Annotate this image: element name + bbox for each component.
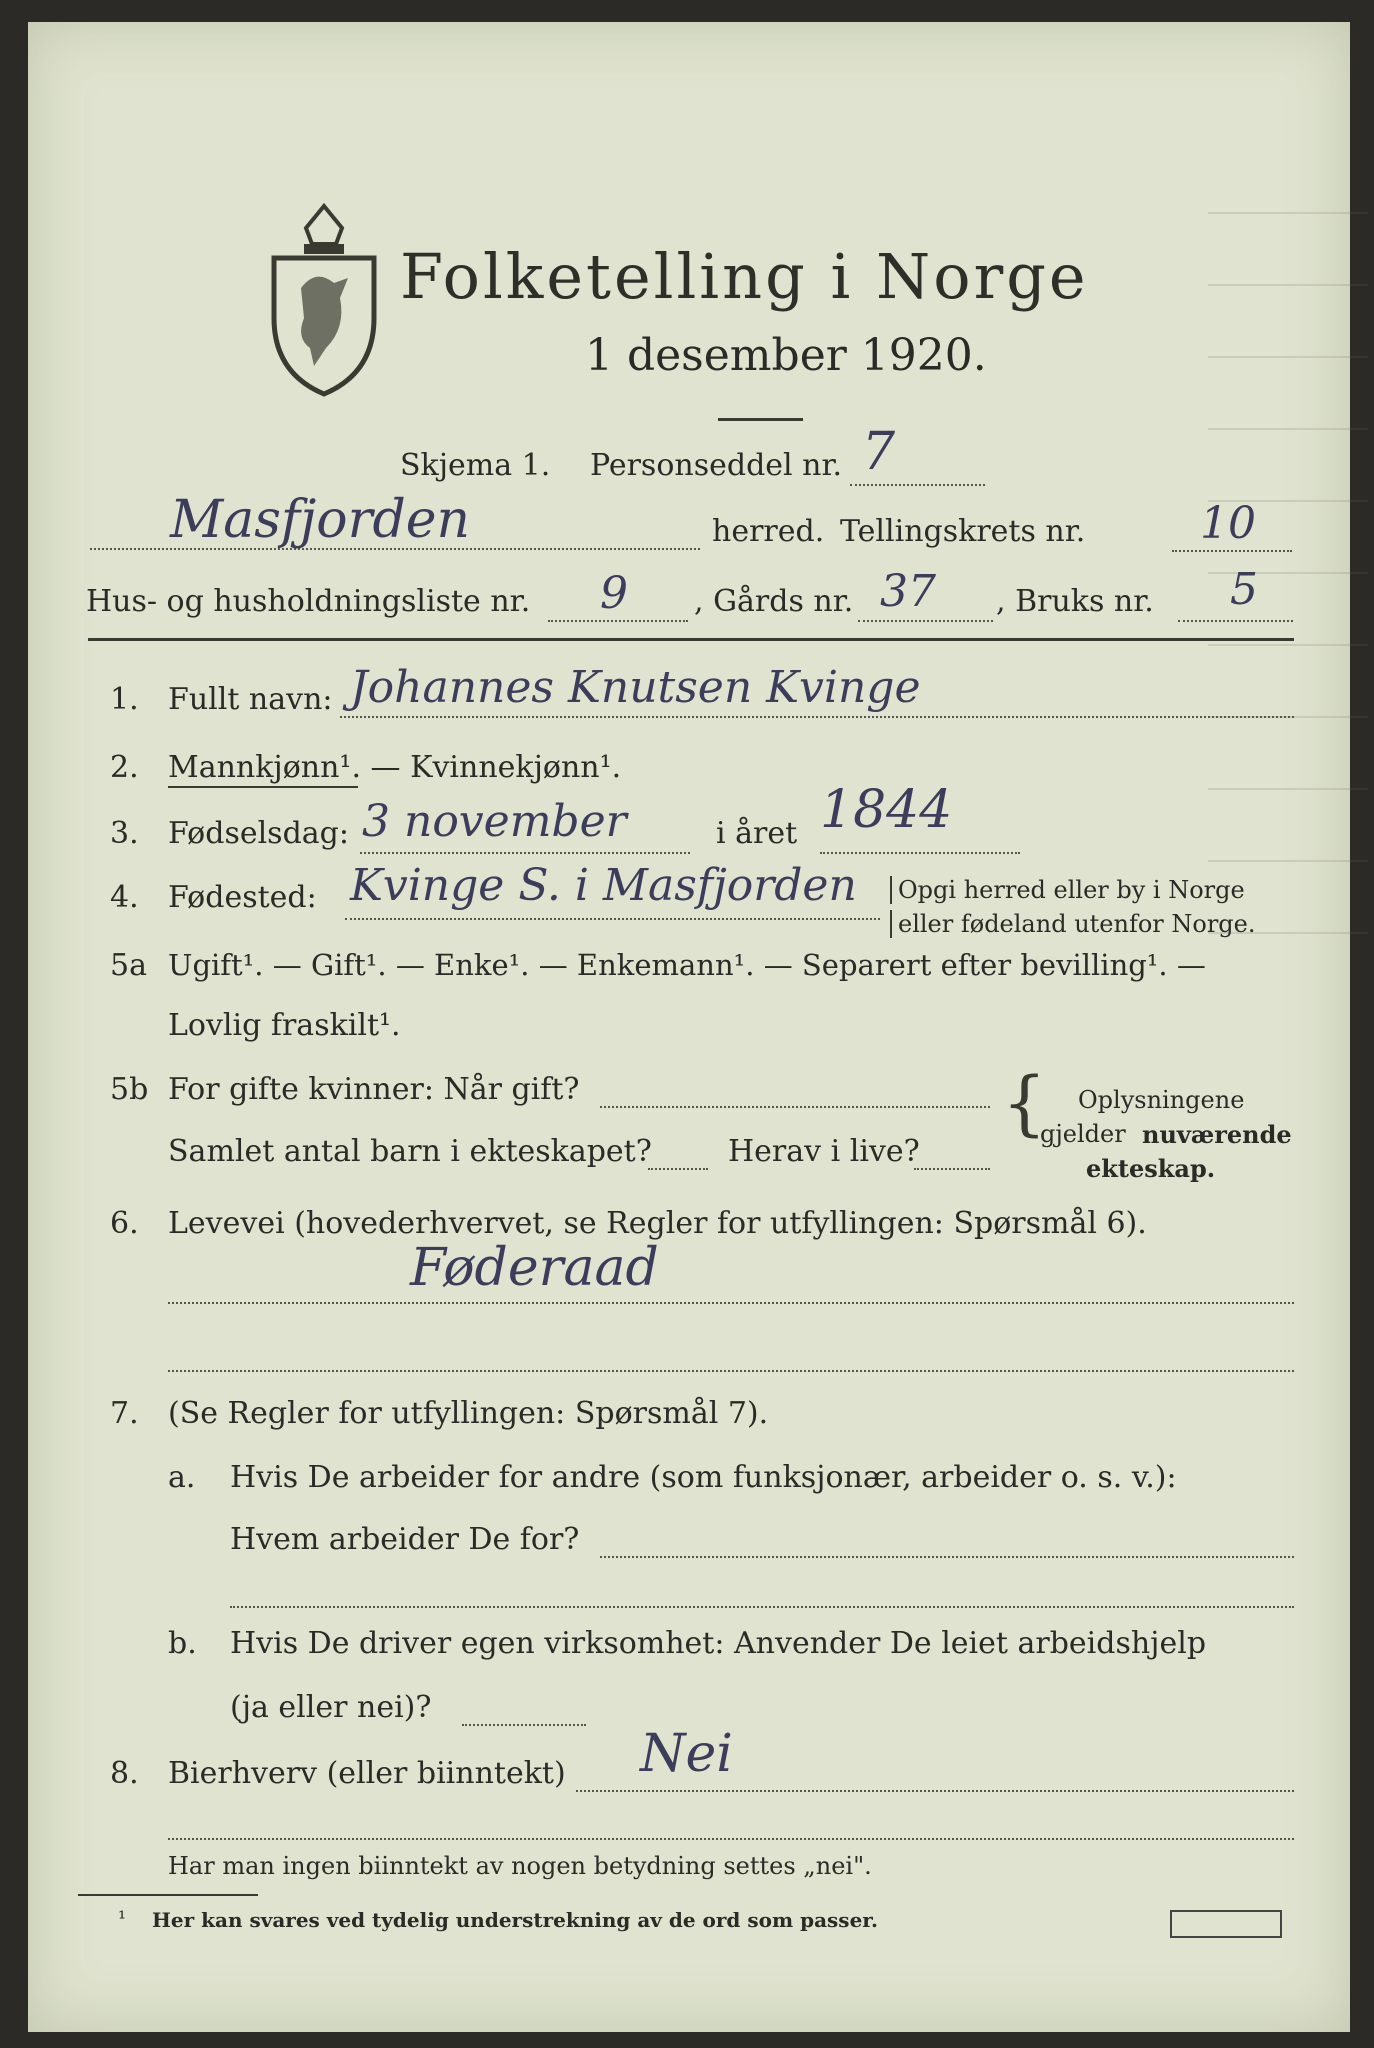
brace-glyph: { — [1002, 1062, 1047, 1144]
tellingskrets-line — [1172, 550, 1292, 552]
q7a-question: Hvis De arbeider for andre (som funksjonær, arbeider o. s. v.): — [230, 1460, 1177, 1495]
q7b-question: Hvis De driver egen virksomhet: Anvender De leiet arbeidshjelp — [230, 1626, 1207, 1661]
q4-label: Fødested: — [168, 880, 317, 915]
q7b-letter: b. — [168, 1626, 197, 1661]
hired-help-line — [462, 1724, 586, 1726]
q1-number: 1. — [110, 682, 139, 717]
footnote-text: Her kan svares ved tydelig understrekning av de ord som passer. — [152, 1908, 878, 1932]
hus-label: Hus- og husholdningsliste nr. — [86, 584, 531, 619]
children-line — [648, 1168, 708, 1170]
gender-options: Mannkjønn¹. — Kvinnekjønn¹. — [168, 750, 622, 785]
q7-label: (Se Regler for utfyllingen: Spørsmål 7). — [168, 1396, 769, 1431]
q7a-letter: a. — [168, 1460, 196, 1495]
birthday-line — [360, 852, 690, 854]
birthplace-line — [345, 918, 880, 920]
bruks-label: , Bruks nr. — [996, 584, 1154, 619]
employer-line-2 — [230, 1606, 1294, 1608]
marriage-note-2b: nuværende — [1142, 1120, 1292, 1149]
side-income-label: Bierhverv (eller biinntekt) — [168, 1756, 566, 1791]
year-line — [820, 852, 1020, 854]
year-label: i året — [716, 816, 798, 851]
occupation-value[interactable]: Føderaad — [410, 1238, 659, 1298]
q8-number: 8. — [110, 1756, 139, 1791]
q5b-number: 5b — [110, 1072, 149, 1107]
herred-value[interactable]: Masfjorden — [170, 490, 471, 550]
birthplace-note-2: eller fødeland utenfor Norge. — [890, 910, 1256, 938]
side-income-value[interactable]: Nei — [640, 1724, 733, 1784]
hired-help-label: (ja eller nei)? — [230, 1690, 432, 1725]
employer-label: Hvem arbeider De for? — [230, 1522, 580, 1557]
form-date: 1 desember 1920. — [585, 330, 987, 381]
occupation-line-1 — [168, 1302, 1294, 1304]
q6-number: 6. — [110, 1206, 139, 1241]
birthplace-note-1: Opgi herred eller by i Norge — [890, 876, 1245, 904]
q3-label: Fødselsdag: — [168, 816, 349, 851]
gards-label: , Gårds nr. — [694, 584, 854, 619]
q4-number: 4. — [110, 880, 139, 915]
tellingskrets-value[interactable]: 10 — [1200, 498, 1256, 549]
side-income-line-1 — [576, 1790, 1294, 1792]
when-married-label: For gifte kvinner: Når gift? — [168, 1072, 580, 1107]
marital-status-options-2: Lovlig fraskilt¹. — [168, 1008, 401, 1043]
form-title: Folketelling i Norge — [400, 240, 1089, 313]
birthplace-value[interactable]: Kvinge S. i Masfjorden — [350, 860, 857, 911]
title-divider — [718, 418, 803, 421]
marriage-note-2a: gjelder — [1040, 1120, 1126, 1148]
header-divider — [88, 638, 1294, 641]
skjema-label: Skjema 1. — [400, 448, 551, 483]
hus-value[interactable]: 9 — [600, 568, 628, 619]
when-married-line — [600, 1106, 990, 1108]
footnote-divider — [78, 1894, 258, 1896]
q7-number: 7. — [110, 1396, 139, 1431]
footnote-mark: ¹ — [118, 1906, 127, 1930]
printer-stamp — [1170, 1910, 1282, 1938]
q5a-number: 5a — [110, 948, 147, 983]
hus-line — [548, 620, 688, 622]
occupation-line-2 — [168, 1370, 1294, 1372]
birth-year-value[interactable]: 1844 — [820, 780, 953, 840]
birthday-value[interactable]: 3 november — [362, 796, 627, 847]
q3-number: 3. — [110, 816, 139, 851]
personseddel-line — [850, 484, 985, 486]
gender-underline — [168, 786, 358, 788]
marriage-note-3: ekteskap. — [1086, 1154, 1216, 1183]
marital-status-options: Ugift¹. — Gift¹. — Enke¹. — Enkemann¹. — Separert efter bevilling¹. — — [168, 948, 1206, 982]
alive-line — [914, 1168, 990, 1170]
children-label: Samlet antal barn i ekteskapet? — [168, 1134, 652, 1169]
bruks-value[interactable]: 5 — [1230, 564, 1258, 615]
full-name-value[interactable]: Johannes Knutsen Kvinge — [350, 662, 921, 713]
bruks-line — [1178, 620, 1293, 622]
herred-label: herred. — [712, 514, 825, 549]
coat-of-arms-icon — [266, 198, 382, 398]
employer-line-1 — [600, 1556, 1294, 1558]
q1-line — [340, 716, 1294, 718]
gards-line — [858, 620, 993, 622]
alive-label: Herav i live? — [728, 1134, 920, 1169]
marriage-note-1: Oplysningene — [1078, 1086, 1245, 1114]
personseddel-label: Personseddel nr. — [590, 448, 843, 483]
side-income-line-2 — [168, 1838, 1294, 1840]
nei-instruction: Har man ingen biinntekt av nogen betydning settes „nei". — [168, 1852, 872, 1880]
personseddel-value[interactable]: 7 — [862, 422, 896, 482]
occupation-label: Levevei (hovederhvervet, se Regler for utfyllingen: Spørsmål 6). — [168, 1206, 1147, 1241]
tellingskrets-label: Tellingskrets nr. — [840, 514, 1086, 549]
q1-label: Fullt navn: — [168, 682, 333, 717]
q2-number: 2. — [110, 750, 139, 785]
gards-value[interactable]: 37 — [880, 566, 936, 617]
